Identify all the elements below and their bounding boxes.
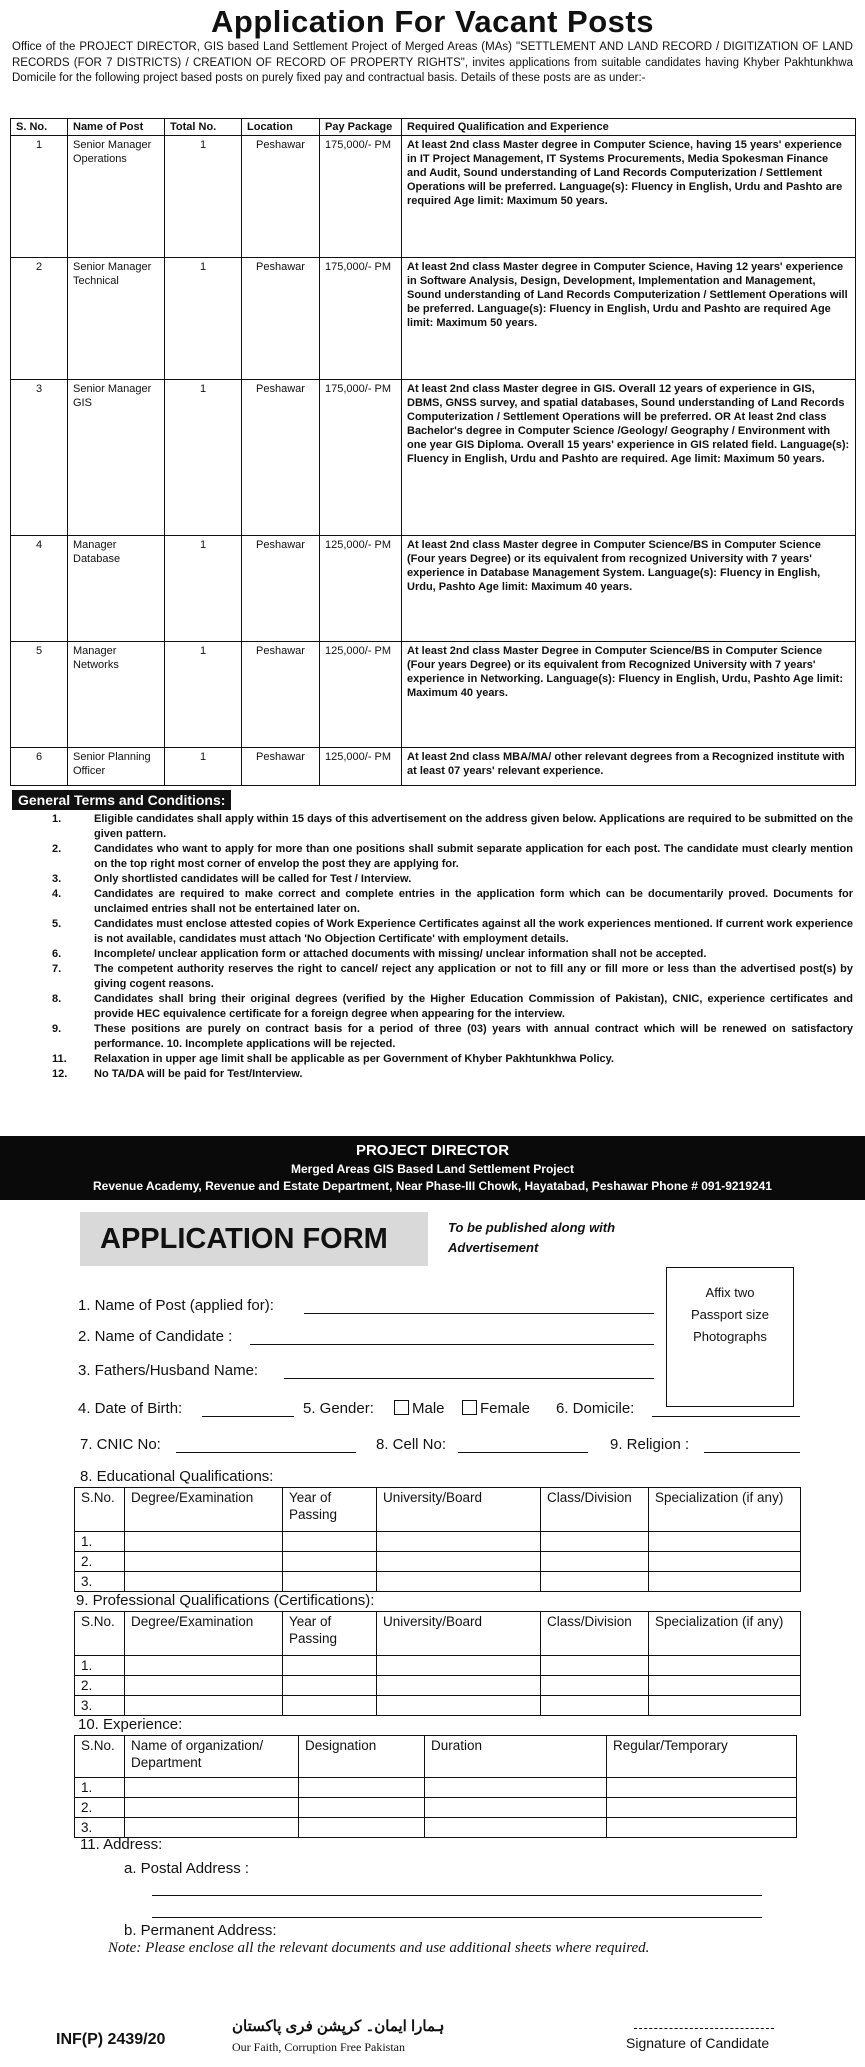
candidate-name-field[interactable] [250, 1344, 654, 1345]
degree-cell[interactable] [125, 1676, 283, 1696]
post-pay: 125,000/- PM [320, 536, 402, 642]
regular-temporary-cell[interactable] [607, 1778, 797, 1798]
post-sno: 1 [11, 136, 68, 258]
post-pay: 125,000/- PM [320, 642, 402, 748]
table-row[interactable] [75, 1696, 801, 1716]
year-cell[interactable] [283, 1532, 377, 1552]
project-director-title: PROJECT DIRECTOR [355, 1142, 510, 1159]
university-cell[interactable] [377, 1656, 541, 1676]
class-cell[interactable] [541, 1572, 649, 1592]
postal-address-label: a. Postal Address : [124, 1860, 250, 1877]
post-qualification: At least 2nd class Master degree in Computer Science, Having 12 years' experience in Software Analysis, Design, Development, Implementation and Management, Sound understanding of Land Records Computerization / Settlement Operations will be preferred. Language(s): Fluency in English, Urdu and Pashto are required Age limit: Maximum 50 years. [402, 258, 856, 380]
table-row[interactable] [75, 1818, 797, 1838]
duration-cell[interactable] [425, 1798, 607, 1818]
col-university: University/Board [377, 1488, 541, 1532]
degree-cell[interactable] [125, 1532, 283, 1552]
class-cell[interactable] [541, 1656, 649, 1676]
col-pay: Pay Package [320, 119, 402, 136]
dob-field[interactable] [202, 1416, 294, 1417]
class-cell[interactable] [541, 1696, 649, 1716]
table-row [11, 136, 856, 258]
domicile-label: 6. Domicile: [556, 1400, 635, 1417]
organization-cell[interactable] [125, 1798, 299, 1818]
experience-table [74, 1735, 797, 1838]
table-row [11, 380, 856, 536]
regular-temporary-cell[interactable] [607, 1818, 797, 1838]
male-checkbox[interactable] [394, 1400, 409, 1415]
list-item [12, 947, 853, 962]
posts-table [10, 118, 856, 786]
post-name: Senior Manager Technical [68, 258, 165, 380]
post-name: Senior Manager Operations [68, 136, 165, 258]
list-item [12, 992, 853, 1022]
term-number: 12. [52, 1068, 68, 1080]
list-item [12, 842, 853, 872]
col-duration: Duration [425, 1736, 607, 1778]
term-number: 11. [52, 1053, 67, 1065]
degree-cell[interactable] [125, 1552, 283, 1572]
col-university: University/Board [377, 1612, 541, 1656]
post-name: Manager Networks [68, 642, 165, 748]
term-text: Incomplete/ unclear application form or attached documents with missing/ unclear information shall not be accepted. [94, 948, 707, 960]
term-number: 5. [52, 918, 62, 930]
col-class: Class/Division [541, 1612, 649, 1656]
col-specialization: Specialization (if any) [649, 1612, 801, 1656]
term-number: 2. [52, 843, 62, 855]
list-item [12, 812, 853, 842]
post-field[interactable] [304, 1313, 654, 1314]
post-location: Peshawar [242, 136, 320, 258]
list-item [12, 872, 853, 887]
education-heading: 8. Educational Qualifications: [80, 1468, 274, 1485]
row-number: 3. [75, 1696, 125, 1716]
post-total: 1 [165, 380, 242, 536]
gender-male[interactable] [394, 1400, 445, 1417]
col-location: Location [242, 119, 320, 136]
post-pay: 125,000/- PM [320, 748, 402, 786]
col-sno: S.No. [75, 1612, 125, 1656]
professional-table [74, 1611, 801, 1716]
experience-table-header [75, 1736, 797, 1778]
term-number: 1. [52, 813, 62, 825]
photo-label: Affix two [705, 1285, 755, 1300]
term-number: 7. [52, 963, 62, 975]
post-location: Peshawar [242, 536, 320, 642]
form-publish-note [448, 1218, 615, 1258]
specialization-cell[interactable] [649, 1532, 801, 1552]
term-number: 3. [52, 873, 62, 885]
col-sno: S. No. [11, 119, 68, 136]
father-name-field[interactable] [284, 1378, 654, 1379]
table-row[interactable] [75, 1552, 801, 1572]
post-total: 1 [165, 536, 242, 642]
gender-label: 5. Gender: [303, 1400, 374, 1417]
year-cell[interactable] [283, 1656, 377, 1676]
education-table [74, 1487, 801, 1592]
domicile-field[interactable] [652, 1416, 800, 1417]
ad-intro: Office of the PROJECT DIRECTOR, GIS based Land Settlement Project of Merged Areas (MAs) "SETTLEMENT AND LAND RECORD / DIGITIZATION OF LAND RECORDS (FOR 7 DISTRICTS) / CREATION OF RECORD OF PROPERTY RIGHTS", invites applications from suitable candidates having Khyber Pakhtunkhwa Domicile for the following project based posts on purely fixed pay and contractual basis. Details of these posts are as under:- [12, 41, 853, 84]
project-name: Merged Areas GIS Based Land Settlement Project [291, 1162, 574, 1176]
col-organization: Name of organization/ Department [125, 1736, 299, 1778]
project-address: Revenue Academy, Revenue and Estate Department, Near Phase-III Chowk, Hayatabad, Peshawar Phone # 091-9219241 [93, 1179, 772, 1193]
table-row[interactable] [75, 1656, 801, 1676]
post-pay: 175,000/- PM [320, 380, 402, 536]
post-total: 1 [165, 642, 242, 748]
post-total: 1 [165, 258, 242, 380]
cnic-field[interactable] [176, 1452, 356, 1453]
university-cell[interactable] [377, 1532, 541, 1552]
col-regular-temporary: Regular/Temporary [607, 1736, 797, 1778]
row-number: 1. [75, 1778, 125, 1798]
post-total: 1 [165, 748, 242, 786]
signature-line[interactable] [634, 2028, 774, 2029]
specialization-cell[interactable] [649, 1572, 801, 1592]
year-cell[interactable] [283, 1676, 377, 1696]
form-footnote: Note: Please enclose all the relevant documents and use additional sheets where required. [108, 1940, 650, 1956]
candidate-field-label: 2. Name of Candidate : [78, 1328, 233, 1345]
class-cell[interactable] [541, 1552, 649, 1572]
post-sno: 2 [11, 258, 68, 380]
cnic-label: 7. CNIC No: [80, 1436, 161, 1453]
col-degree: Degree/Examination [125, 1488, 283, 1532]
post-field-label: 1. Name of Post (applied for): [78, 1297, 274, 1314]
year-cell[interactable] [283, 1696, 377, 1716]
post-qualification: At least 2nd class Master degree in Computer Science, having 15 years' experience in IT Project Management, IT Systems Procurements, Media Spokesman Finance and Audit, Sound understanding of Land Records Computerization / Settlement Operations will be preferred. Language(s): Fluency in English, Urdu and Pashto are required Age limit: Maximum 50 years. [402, 136, 856, 258]
term-number: 8. [52, 993, 62, 1005]
specialization-cell[interactable] [649, 1676, 801, 1696]
regular-temporary-cell[interactable] [607, 1798, 797, 1818]
photo-label: Photographs [693, 1329, 767, 1344]
term-text: These positions are purely on contract basis for a period of three (03) years with annual contract which will be renewed on satisfactory performance. 10. Incomplete applications will be rejected. [94, 1023, 853, 1050]
post-location: Peshawar [242, 380, 320, 536]
form-title: APPLICATION FORM [80, 1212, 428, 1266]
col-total: Total No. [165, 119, 242, 136]
specialization-cell[interactable] [649, 1656, 801, 1676]
row-number: 2. [75, 1798, 125, 1818]
term-text: Candidates must enclose attested copies of Work Experience Certificates against all the work experiences mentioned. If current work experience is not available, candidates must attach 'No Objection Certificate' with employment details. [94, 918, 853, 945]
col-class: Class/Division [541, 1488, 649, 1532]
cell-label: 8. Cell No: [376, 1436, 447, 1453]
col-sno: S.No. [75, 1488, 125, 1532]
postal-address-line[interactable] [152, 1895, 762, 1896]
duration-cell[interactable] [425, 1818, 607, 1838]
post-location: Peshawar [242, 748, 320, 786]
col-year: Year of Passing [283, 1488, 377, 1532]
post-name: Senior Manager GIS [68, 380, 165, 536]
university-cell[interactable] [377, 1676, 541, 1696]
term-text: Relaxation in upper age limit shall be applicable as per Government of Khyber Pakhtunkhwa Policy. [94, 1053, 614, 1065]
organization-cell[interactable] [125, 1778, 299, 1798]
post-name: Manager Database [68, 536, 165, 642]
duration-cell[interactable] [425, 1778, 607, 1798]
list-item [12, 962, 853, 992]
religion-field[interactable] [704, 1452, 800, 1453]
urdu-slogan: ہمارا ایمان۔ کرپشن فری پاکستان [232, 2018, 445, 2035]
form-note-line: Advertisement [448, 1240, 539, 1255]
table-row [11, 748, 856, 786]
slogan: Our Faith, Corruption Free Pakistan [232, 2040, 405, 2054]
list-item [12, 1067, 853, 1082]
col-sno: S.No. [75, 1736, 125, 1778]
post-sno: 3 [11, 380, 68, 536]
term-text: Eligible candidates shall apply within 15 days of this advertisement on the address given below. Applications are required to be submitted on the given pattern. [94, 813, 853, 840]
year-cell[interactable] [283, 1552, 377, 1572]
table-row[interactable] [75, 1778, 797, 1798]
post-total: 1 [165, 136, 242, 258]
designation-cell[interactable] [299, 1798, 425, 1818]
term-text: Candidates who want to apply for more than one positions shall submit separate application for each post. The candidate must clearly mention on the top right most corner of envelop the post they are applying for. [94, 843, 853, 870]
photo-box [666, 1267, 794, 1407]
education-table-header [75, 1488, 801, 1532]
degree-cell[interactable] [125, 1696, 283, 1716]
row-number: 2. [75, 1676, 125, 1696]
post-sno: 5 [11, 642, 68, 748]
col-specialization: Specialization (if any) [649, 1488, 801, 1532]
col-qualification: Required Qualification and Experience [402, 119, 856, 136]
ad-title: Application For Vacant Posts [211, 4, 654, 39]
university-cell[interactable] [377, 1572, 541, 1592]
post-pay: 175,000/- PM [320, 136, 402, 258]
table-row[interactable] [75, 1676, 801, 1696]
cell-field[interactable] [458, 1452, 588, 1453]
terms-list [0, 810, 865, 1082]
term-text: Candidates shall bring their original degrees (verified by the Higher Education Commission of Pakistan), CNIC, experience certificates and provide HEC equivalence certificate for a foreign degree when appearing for the interview. [94, 993, 853, 1020]
professional-heading: 9. Professional Qualifications (Certifications): [76, 1592, 375, 1609]
signature-label: Signature of Candidate [626, 2035, 770, 2051]
experience-heading: 10. Experience: [78, 1716, 183, 1733]
post-location: Peshawar [242, 642, 320, 748]
row-number: 3. [75, 1572, 125, 1592]
inf-number: INF(P) 2439/20 [56, 2031, 166, 2048]
list-item [12, 1052, 853, 1067]
post-qualification: At least 2nd class MBA/MA/ other relevant degrees from a Recognized institute with at least 07 years' relevant experience. [402, 748, 856, 786]
dob-label: 4. Date of Birth: [78, 1400, 183, 1417]
specialization-cell[interactable] [649, 1552, 801, 1572]
table-row [11, 642, 856, 748]
term-text: The competent authority reserves the right to cancel/ reject any application or not to fill any or fill more or less than the advertised post(s) by giving cogent reasons. [94, 963, 853, 990]
religion-label: 9. Religion : [610, 1436, 690, 1453]
term-text: Candidates are required to make correct and complete entries in the application form which can be documentarily proved. Documents for unclaimed entries shall not be entertained later on. [94, 888, 853, 915]
term-text: No TA/DA will be paid for Test/Interview. [94, 1068, 303, 1080]
female-checkbox[interactable] [462, 1400, 477, 1415]
photo-label: Passport size [690, 1307, 770, 1322]
term-number: 4. [52, 888, 62, 900]
col-post-name: Name of Post [68, 119, 165, 136]
col-degree: Degree/Examination [125, 1612, 283, 1656]
address-heading: 11. Address: [80, 1836, 163, 1853]
term-number: 9. [52, 1023, 62, 1035]
table-row [11, 258, 856, 380]
class-cell[interactable] [541, 1676, 649, 1696]
professional-table-header [75, 1612, 801, 1656]
row-number: 1. [75, 1532, 125, 1552]
list-item [12, 917, 853, 947]
row-number: 2. [75, 1552, 125, 1572]
gender-female[interactable] [462, 1400, 530, 1417]
degree-cell[interactable] [125, 1656, 283, 1676]
organization-cell[interactable] [125, 1818, 299, 1838]
specialization-cell[interactable] [649, 1696, 801, 1716]
female-label: Female [480, 1400, 531, 1417]
col-year: Year of Passing [283, 1612, 377, 1656]
list-item [12, 887, 853, 917]
table-row[interactable] [75, 1798, 797, 1818]
designation-cell[interactable] [299, 1778, 425, 1798]
terms-heading: General Terms and Conditions: [12, 790, 231, 810]
class-cell[interactable] [541, 1532, 649, 1552]
term-text: Only shortlisted candidates will be called for Test / Interview. [94, 873, 412, 885]
male-label: Male [412, 1400, 445, 1417]
designation-cell[interactable] [299, 1818, 425, 1838]
post-qualification: At least 2nd class Master Degree in Computer Science/BS in Computer Science (Four years Degree) or its equivalent from Recognized University with 7 years' experience in Networking. Language(s): Fluency in English, Urdu, Pashto Age limit: Maximum 40 years. [402, 642, 856, 748]
year-cell[interactable] [283, 1572, 377, 1592]
table-row[interactable] [75, 1532, 801, 1552]
table-row[interactable] [75, 1572, 801, 1592]
col-designation: Designation [299, 1736, 425, 1778]
university-cell[interactable] [377, 1552, 541, 1572]
table-row [11, 536, 856, 642]
postal-address-line[interactable] [152, 1917, 762, 1918]
permanent-address-label: b. Permanent Address: [124, 1922, 277, 1939]
university-cell[interactable] [377, 1696, 541, 1716]
post-qualification: At least 2nd class Master degree in Computer Science/BS in Computer Science (Four years Degree) or its equivalent from recognized University with 7 years' experience in Database Management System. Language(s): Fluency in English, Urdu, Pashto Age limit: Maximum 40 years. [402, 536, 856, 642]
post-pay: 175,000/- PM [320, 258, 402, 380]
father-field-label: 3. Fathers/Husband Name: [78, 1362, 259, 1379]
form-note-line: To be published along with [448, 1220, 616, 1235]
post-name: Senior Planning Officer [68, 748, 165, 786]
degree-cell[interactable] [125, 1572, 283, 1592]
posts-table-header [11, 119, 856, 136]
project-director-banner [0, 1136, 865, 1200]
term-number: 6. [52, 948, 62, 960]
row-number: 1. [75, 1656, 125, 1676]
list-item [12, 1022, 853, 1052]
post-sno: 4 [11, 536, 68, 642]
post-location: Peshawar [242, 258, 320, 380]
post-qualification: At least 2nd class Master degree in GIS. Overall 12 years of experience in GIS, DBMS, GNSS survey, and spatial databases, Sound understanding of Land Records Computerization / Settlement Operations will be preferred. OR At least 2nd class Bachelor's degree in Computer Science /Geology/ Geography / Environment with one year GIS Diploma. Overall 15 years' experience in GIS related field. Language(s): Fluency in English, Urdu and Pashto are required. Age limit: Maximum 50 years. [402, 380, 856, 536]
post-sno: 6 [11, 748, 68, 786]
row-number: 3. [75, 1818, 125, 1838]
